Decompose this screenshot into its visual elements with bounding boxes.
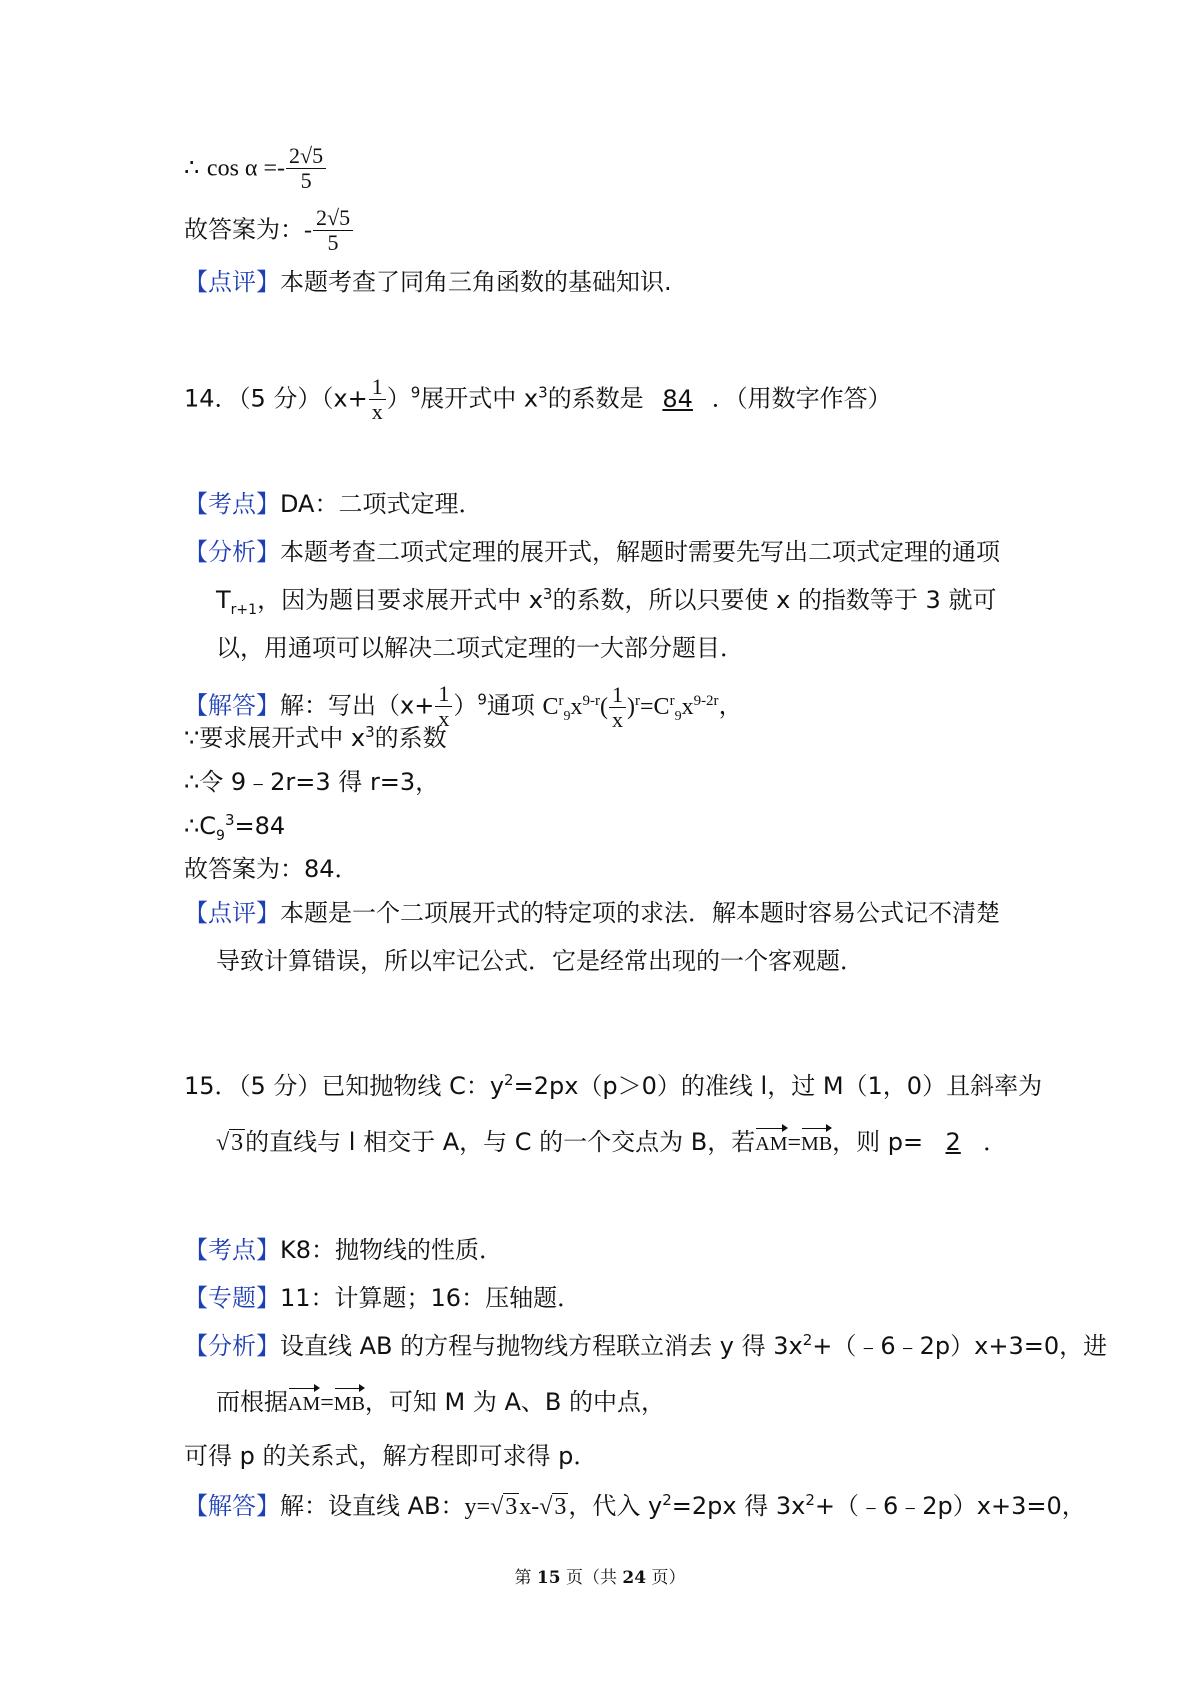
formula-x-sup: 9-r bbox=[582, 692, 601, 709]
formula-lparen: ( bbox=[600, 693, 609, 720]
fenxi-text-3: 以，用通项可以解决二项式定理的一大部分题目． bbox=[216, 634, 744, 662]
jieda-text-a: 解：写出（x+ bbox=[280, 691, 435, 720]
formula-c2: =C bbox=[640, 693, 670, 720]
fenxi-text: 本题考查二项式定理的展开式，解题时需要先写出二项式定理的通项 bbox=[280, 538, 1000, 566]
let-text: ∴令 9﹣2r=3 得 r=3， bbox=[184, 768, 440, 796]
jieda-formula bbox=[542, 682, 719, 733]
answer-label: 故答案为： bbox=[184, 215, 304, 244]
kaodian-text: DA：二项式定理． bbox=[280, 490, 483, 518]
q15-answer-blank: 2 bbox=[945, 1128, 961, 1156]
q14-stem-sup: 3 bbox=[538, 383, 548, 402]
kaodian-tag: 【考点】 bbox=[184, 1236, 280, 1264]
footer-mid: 页（共 bbox=[560, 1568, 623, 1588]
because-text: ∵要求展开式中 x bbox=[184, 724, 366, 752]
footer-post: 页） bbox=[646, 1568, 686, 1588]
page-total: 24 bbox=[622, 1568, 647, 1588]
review-text-2: 导致计算错误，所以牢记公式．它是经常出现的一个客观题． bbox=[216, 947, 864, 975]
formula-x: x bbox=[570, 693, 583, 720]
fenxi-tag: 【分析】 bbox=[184, 538, 280, 566]
q15-fenxi-3 bbox=[184, 1440, 597, 1472]
q14-tail: ．（用数字作答） bbox=[711, 384, 892, 413]
c-sup: 3 bbox=[224, 811, 235, 829]
q14-stem-text2: 的系数是 bbox=[547, 384, 644, 413]
vector-eq: = bbox=[787, 1130, 802, 1156]
sqrt-3: √3 bbox=[216, 1130, 244, 1156]
jieda-tag: 【解答】 bbox=[184, 1492, 280, 1520]
q15-jieda bbox=[184, 1490, 1086, 1523]
q14-because bbox=[184, 722, 447, 754]
q14-answer bbox=[184, 853, 359, 885]
q15-kaodian bbox=[184, 1234, 503, 1266]
q14-number: 14．（5 分）（x+ bbox=[184, 384, 368, 413]
kaodian-tag: 【考点】 bbox=[184, 490, 280, 518]
cos-numerator: 2√5 bbox=[286, 144, 326, 169]
cos-sign: - bbox=[277, 155, 286, 182]
answer-denominator: 5 bbox=[327, 230, 339, 255]
jieda-comma: ， bbox=[718, 691, 743, 720]
q15-text-1: 15．（5 分）已知抛物线 C：y bbox=[184, 1072, 505, 1100]
q15-sup-1: 2 bbox=[504, 1071, 514, 1089]
footer-pre: 第 bbox=[514, 1568, 537, 1588]
jieda-frac-num: 1 bbox=[435, 682, 452, 707]
sqrt-3-radicand: 3 bbox=[554, 1494, 567, 1520]
q14-fenxi-3 bbox=[216, 632, 744, 664]
formula-c-sup: r bbox=[558, 692, 564, 709]
jieda-text-b: ，代入 y bbox=[568, 1492, 663, 1520]
review-tag: 【点评】 bbox=[184, 899, 280, 927]
q14-review-1 bbox=[184, 897, 1000, 929]
cos-fraction bbox=[286, 144, 326, 193]
zhuanti-text: 11：计算题；16：压轴题． bbox=[280, 1284, 582, 1312]
fenxi-tag: 【分析】 bbox=[184, 1332, 280, 1360]
because-tail: 的系数 bbox=[374, 724, 447, 752]
answer-fraction bbox=[313, 206, 353, 255]
sqrt-3-radicand: 3 bbox=[505, 1494, 518, 1520]
review-13-line bbox=[184, 266, 672, 298]
jieda-text-a: 解：设直线 AB： bbox=[280, 1492, 465, 1520]
jieda-x: x- bbox=[519, 1494, 540, 1520]
q14-power: 9 bbox=[410, 383, 421, 402]
q14-stem-text: 展开式中 x bbox=[420, 384, 539, 413]
vector-am: AM bbox=[755, 1124, 787, 1160]
jieda-power: 9 bbox=[477, 690, 487, 709]
q15-stem-1 bbox=[184, 1070, 1042, 1102]
q14-paren: ） bbox=[386, 384, 411, 413]
jieda-sup-b: 2 bbox=[662, 1491, 672, 1509]
formula-rparen: ) bbox=[627, 693, 636, 720]
q14-answer-text: 故答案为：84． bbox=[184, 855, 359, 883]
fenxi-t: T bbox=[216, 586, 231, 614]
q15-text-2: 的直线与 l 相交于 A，与 C 的一个交点为 B，若 bbox=[245, 1128, 756, 1156]
jieda-text-c: =2px 得 3x bbox=[671, 1492, 806, 1520]
fenxi-text-1b: +（﹣6﹣2p）x+3=0，进 bbox=[812, 1332, 1108, 1360]
formula-c2-sup: r bbox=[669, 692, 675, 709]
formula-r-sup: r bbox=[635, 692, 641, 709]
q14-let bbox=[184, 766, 439, 798]
fenxi-text-2c: 的系数，所以只要使 x 的指数等于 3 就可 bbox=[552, 586, 997, 614]
cos-lhs: cos α = bbox=[206, 155, 278, 182]
zhuanti-tag: 【专题】 bbox=[184, 1284, 280, 1312]
q15-text-2b: ，则 p= bbox=[832, 1128, 924, 1156]
jieda-paren: ） bbox=[453, 691, 478, 720]
q14-frac-num: 1 bbox=[369, 375, 386, 400]
q15-fenxi-1 bbox=[184, 1330, 1107, 1362]
vector-mb: MB bbox=[334, 1384, 365, 1420]
fenxi-sup: 3 bbox=[542, 585, 553, 603]
jieda-text-d: +（﹣6﹣2p）x+3=0， bbox=[814, 1492, 1086, 1520]
review-tag: 【点评】 bbox=[184, 268, 280, 296]
fenxi-text-1a: 设直线 AB 的方程与抛物线方程联立消去 y 得 3x bbox=[280, 1332, 803, 1360]
vector-mb: MB bbox=[801, 1124, 832, 1160]
page-footer bbox=[0, 1563, 1200, 1588]
jieda-tongxiang: 通项 bbox=[486, 691, 535, 720]
q15-text-1b: =2px（p＞0）的准线 l，过 M（1，0）且斜率为 bbox=[513, 1072, 1043, 1100]
answer-13-line bbox=[184, 206, 354, 255]
formula-c2-sub: 9 bbox=[674, 708, 682, 724]
page-number: 15 bbox=[536, 1568, 561, 1588]
sqrt-3: √3 bbox=[490, 1494, 518, 1520]
therefore-symbol: ∴ bbox=[184, 153, 200, 182]
fenxi-text-2a: 而根据 bbox=[216, 1388, 288, 1416]
q15-fenxi-2 bbox=[216, 1384, 665, 1420]
q14-answer-blank: 84 bbox=[662, 384, 693, 413]
cos-result-line bbox=[184, 144, 327, 193]
fenxi-sup: 2 bbox=[802, 1331, 813, 1349]
kaodian-text: K8：抛物线的性质． bbox=[280, 1236, 504, 1264]
formula-frac-num: 1 bbox=[609, 683, 626, 708]
because-sup: 3 bbox=[365, 723, 375, 741]
sqrt-3: √3 bbox=[539, 1494, 567, 1520]
q14-kaodian bbox=[184, 488, 482, 520]
c-sub: 9 bbox=[216, 827, 225, 844]
fenxi-text-2b: ，因为题目要求展开式中 x bbox=[257, 586, 543, 614]
sqrt-3-radicand: 3 bbox=[231, 1130, 244, 1156]
q14-stem bbox=[184, 375, 892, 424]
q14-fenxi-2 bbox=[216, 584, 996, 616]
formula-x2-sup: 9-2r bbox=[693, 692, 719, 709]
review-text: 本题考查了同角三角函数的基础知识. bbox=[280, 268, 672, 296]
q15-stem-2 bbox=[216, 1124, 1007, 1160]
c-pre: ∴C bbox=[184, 812, 217, 840]
vector-am: AM bbox=[288, 1384, 320, 1420]
q15-zhuanti bbox=[184, 1282, 581, 1314]
fenxi-text-3: 可得 p 的关系式，解方程即可求得 p． bbox=[184, 1442, 598, 1470]
jieda-tag: 【解答】 bbox=[184, 691, 280, 720]
fenxi-text-2b: ，可知 M 为 A、B 的中点， bbox=[364, 1388, 666, 1416]
q14-fraction bbox=[369, 375, 386, 424]
q14-fenxi-1 bbox=[184, 536, 1000, 568]
vector-eq: = bbox=[320, 1390, 334, 1416]
formula-frac-den: x bbox=[612, 707, 624, 733]
q15-text-2c: ． bbox=[983, 1128, 1008, 1156]
formula-frac bbox=[609, 683, 626, 732]
q14-frac-den: x bbox=[371, 399, 383, 424]
jieda-y: y= bbox=[464, 1494, 491, 1520]
formula-c: C bbox=[542, 693, 559, 720]
q14-c93 bbox=[184, 810, 285, 842]
jieda-frac-den: x bbox=[438, 706, 450, 731]
cos-denominator: 5 bbox=[300, 168, 312, 193]
q14-review-2 bbox=[216, 945, 864, 977]
fenxi-t-sub: r+1 bbox=[230, 601, 258, 618]
review-text-1: 本题是一个二项展开式的特定项的求法．解本题时容易公式记不清楚 bbox=[280, 899, 1000, 927]
c-tail: =84 bbox=[234, 812, 286, 840]
answer-numerator: 2√5 bbox=[313, 206, 353, 231]
formula-x2: x bbox=[681, 693, 694, 720]
formula-c-sub: 9 bbox=[563, 708, 571, 724]
jieda-sup-c: 2 bbox=[805, 1491, 815, 1509]
answer-sign: - bbox=[304, 217, 312, 244]
